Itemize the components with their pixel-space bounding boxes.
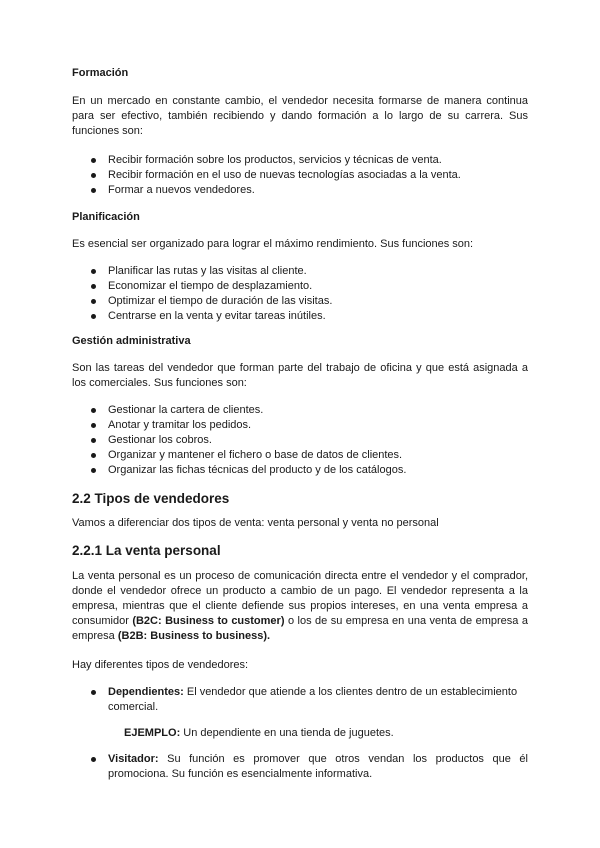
vendedores-list	[72, 685, 528, 715]
list-item: Recibir formación en el uso de nuevas tecnologías asociadas a la venta.	[108, 168, 528, 183]
visitador-label: Visitador:	[108, 753, 159, 765]
vendedores-list-2	[72, 752, 528, 782]
heading-planificacion: Planificación	[72, 211, 140, 223]
list-item: Planificar las rutas y las visitas al cliente.	[108, 264, 528, 279]
list-item: Organizar las fichas técnicas del producto y de los catálogos.	[108, 463, 528, 478]
list-item: Organizar y mantener el fichero o base de datos de clientes.	[108, 448, 528, 463]
planificacion-list	[72, 264, 528, 324]
b2b-term: (B2B: Business to business).	[117, 630, 271, 642]
formacion-list	[72, 153, 528, 198]
list-item-dependientes	[108, 685, 528, 715]
list-item: Recibir formación sobre los productos, servicios y técnicas de venta.	[108, 153, 528, 168]
list-item: Gestionar la cartera de clientes.	[108, 403, 528, 418]
gestion-list	[72, 403, 528, 478]
heading-formacion: Formación	[72, 67, 129, 79]
gestion-intro: Son las tareas del vendedor que forman parte del trabajo de oficina y que está asignada a los comerciales. Sus funciones son:	[72, 362, 528, 389]
venta-personal-paragraph	[72, 569, 528, 644]
b2c-term: (B2C: Business to customer)	[132, 615, 285, 627]
document-content	[72, 66, 528, 782]
venta-personal-text-b: o los de su empresa en una venta de empresa a empresa	[72, 615, 528, 642]
dependientes-text: El vendedor que atiende a los clientes dentro de un establecimiento comercial.	[108, 686, 518, 713]
list-item: Economizar el tiempo de desplazamiento.	[108, 279, 528, 294]
planificacion-intro: Es esencial ser organizado para lograr el máximo rendimiento. Sus funciones son:	[72, 238, 474, 250]
list-item: Centrarse en la venta y evitar tareas inútiles.	[108, 309, 528, 324]
dependientes-label: Dependientes:	[108, 686, 184, 698]
heading-venta-personal: 2.2.1 La venta personal	[72, 543, 221, 558]
list-item: Formar a nuevos vendedores.	[108, 183, 528, 198]
visitador-text: Su función es promover que otros vendan los productos que él promociona. Su función es esencialmente informativa.	[108, 753, 528, 780]
ejemplo-line	[72, 726, 528, 741]
list-item-visitador	[108, 752, 528, 782]
tipos-intro: Vamos a diferenciar dos tipos de venta: venta personal y venta no personal	[72, 517, 439, 529]
heading-gestion: Gestión administrativa	[72, 335, 191, 347]
list-item: Anotar y tramitar los pedidos.	[108, 418, 528, 433]
formacion-intro: En un mercado en constante cambio, el vendedor necesita formarse de manera continua para ser efectivo, también recibiendo y dando formación a lo largo de su carrera. Sus funciones son:	[72, 95, 528, 137]
tipos-vendedores-intro: Hay diferentes tipos de vendedores:	[72, 659, 249, 671]
heading-tipos-vendedores: 2.2 Tipos de vendedores	[72, 491, 230, 506]
list-item: Gestionar los cobros.	[108, 433, 528, 448]
ejemplo-text: Un dependiente en una tienda de juguetes.	[180, 727, 394, 739]
list-item: Optimizar el tiempo de duración de las visitas.	[108, 294, 528, 309]
ejemplo-label: EJEMPLO:	[124, 727, 181, 739]
venta-personal-text-a: La venta personal es un proceso de comunicación directa entre el vendedor y el comprador, donde el vendedor ofrece un producto a cambio de un pago. El vendedor representa a la empresa, mientras que el cliente defiende sus propios intereses, en una venta empresa a consumidor	[72, 570, 528, 627]
